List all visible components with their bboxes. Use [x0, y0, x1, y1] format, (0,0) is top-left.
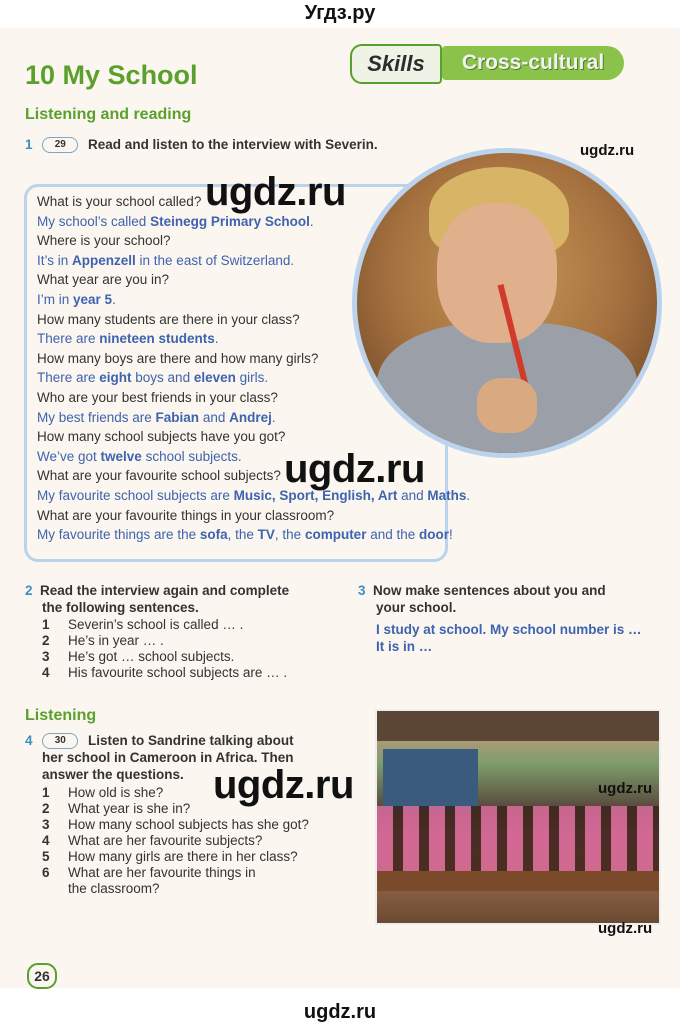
exercise-1-instruction — [25, 137, 378, 153]
list-number: 1 — [42, 617, 50, 632]
list-item — [42, 833, 309, 849]
answer-text: ! — [449, 527, 453, 543]
exercise-2-line2: the following sentences. — [42, 600, 199, 615]
interview-question — [37, 231, 457, 251]
answer-text: . — [214, 331, 219, 347]
exercise-3-line1: Now make sentences about you and — [373, 583, 606, 598]
answer-text: There are — [37, 370, 100, 386]
list-number: 2 — [42, 633, 50, 648]
answer-highlight: twelve — [100, 448, 142, 464]
site-header-watermark: Угдз.ру — [304, 2, 376, 24]
interview-answer — [37, 408, 457, 428]
list-item — [42, 865, 309, 881]
list-number: 6 — [42, 865, 50, 880]
answer-text: I’m in — [37, 291, 74, 307]
exercise-2-instruction — [25, 582, 289, 616]
answer-text: My favourite things are the — [37, 527, 200, 543]
interview-question — [37, 388, 457, 408]
answer-highlight: Fabian — [155, 409, 200, 425]
site-footer-watermark: ugdz.ru — [303, 1001, 377, 1023]
answer-text: My school’s called — [37, 213, 151, 229]
answer-text: It’s in — [37, 252, 73, 268]
answer-highlight: Andrej — [229, 409, 272, 425]
exercise-1-text: Read and listen to the interview with Severin. — [88, 137, 378, 152]
audio-track-icon: 30 — [42, 733, 78, 749]
answer-text: , the — [227, 527, 258, 543]
list-text: How many girls are there in her class? — [68, 849, 298, 864]
answer-text: We’ve got — [37, 448, 101, 464]
answer-text: and — [397, 487, 428, 503]
watermark-small: ugdz.ru — [598, 780, 653, 797]
list-text: What are her favourite things in — [68, 865, 256, 880]
answer-text: and — [199, 409, 230, 425]
exercise-2-list — [42, 617, 287, 681]
photo-blackboard — [383, 749, 478, 811]
interview-answer — [37, 525, 457, 545]
answer-text: boys and — [131, 370, 194, 386]
list-number: 3 — [42, 649, 50, 664]
answer-highlight: Maths — [427, 487, 467, 503]
interview-answer — [37, 290, 457, 310]
interview-question — [37, 270, 457, 290]
list-number: 5 — [42, 849, 50, 864]
answer-text: Who are your best friends in your class? — [37, 389, 278, 405]
exercise-number: 3 — [358, 583, 366, 598]
watermark: ugdz.ru — [284, 447, 425, 491]
answer-text: There are — [37, 331, 100, 347]
list-item — [42, 849, 309, 865]
list-item — [42, 617, 287, 633]
answer-highlight: eleven — [193, 370, 236, 386]
answer-highlight: sofa — [199, 527, 228, 543]
list-text: His favourite school subjects are … . — [68, 665, 288, 680]
list-text: Severin’s school is called … . — [68, 617, 244, 632]
interview-answer — [37, 368, 457, 388]
list-number: 3 — [42, 817, 50, 832]
exercise-3-line2: your school. — [376, 600, 457, 615]
interview-question — [37, 427, 457, 447]
list-number: 2 — [42, 801, 50, 816]
answer-highlight: TV — [257, 527, 275, 543]
section-tabs — [350, 44, 630, 82]
exercise-number: 1 — [25, 137, 33, 152]
watermark: ugdz.ru — [213, 763, 354, 807]
listening-heading: Listening — [25, 707, 97, 724]
list-item — [42, 649, 287, 665]
skills-tab: Skills — [350, 44, 442, 84]
answer-text: What is your school called? — [37, 194, 202, 209]
watermark-small: ugdz.ru — [598, 920, 653, 937]
list-text: the classroom? — [68, 881, 160, 896]
answer-text: , the — [274, 527, 305, 543]
list-item — [42, 817, 309, 833]
answer-text: My best friends are — [37, 409, 156, 425]
answer-text: . — [309, 213, 314, 229]
exercise-4-line3: answer the questions. — [42, 767, 184, 783]
example-line1: I study at school. My school number is … — [376, 622, 642, 637]
list-text: How many school subjects has she got? — [68, 817, 309, 832]
page-number: 26 — [27, 963, 57, 989]
answer-highlight: Steinegg Primary School — [150, 213, 310, 229]
interview-answer — [37, 329, 457, 349]
answer-text: Where is your school? — [37, 233, 171, 249]
answer-text: What are your favourite things in your classroom? — [37, 507, 335, 523]
watermark: ugdz.ru — [205, 170, 346, 214]
photo-cameroon-classroom — [375, 709, 661, 925]
list-number: 4 — [42, 833, 50, 848]
listening-reading-heading: Listening and reading — [25, 106, 192, 123]
photo-desks — [377, 871, 659, 891]
list-item — [42, 665, 287, 681]
answer-highlight: Music, Sport, English, Art — [233, 487, 398, 503]
exercise-number: 4 — [25, 733, 33, 748]
answer-highlight: year 5 — [73, 291, 113, 307]
answer-text: My favourite school subjects are — [37, 487, 234, 503]
photo-students — [377, 806, 659, 876]
exercise-2-line1: Read the interview again and complete — [40, 583, 290, 598]
list-text: What year is she in? — [68, 801, 191, 816]
answer-text: girls. — [235, 370, 269, 386]
list-item — [42, 881, 309, 897]
list-item — [42, 633, 287, 649]
watermark-small: ugdz.ru — [580, 142, 635, 159]
answer-text: How many students are there in your class? — [37, 311, 300, 327]
cross-cultural-tab: Cross-cultural — [442, 46, 624, 80]
list-text: What are her favourite subjects? — [68, 833, 263, 848]
answer-highlight: door — [419, 527, 449, 543]
example-line2: It is in … — [376, 639, 433, 654]
answer-text: What are your favourite school subjects? — [37, 468, 281, 484]
answer-highlight: computer — [304, 527, 367, 543]
list-text: He’s got … school subjects. — [68, 649, 235, 664]
answer-text: school subjects. — [141, 448, 242, 464]
exercise-number: 2 — [25, 583, 33, 598]
exercise-4-line1: Listen to Sandrine talking about — [88, 733, 294, 748]
list-text: He’s in year … . — [68, 633, 164, 648]
answer-text: . — [112, 291, 116, 307]
list-number: 1 — [42, 785, 50, 800]
answer-text: in the east of Switzerland. — [135, 252, 295, 268]
exercise-3-instruction — [358, 582, 606, 616]
list-number: 4 — [42, 665, 50, 680]
interview-answer — [37, 251, 457, 271]
answer-highlight: nineteen students — [99, 331, 215, 347]
answer-text: What year are you in? — [37, 272, 170, 288]
answer-text: How many boys are there and how many girls? — [37, 350, 319, 366]
answer-text: How many school subjects have you got? — [37, 429, 286, 445]
photo-hand — [477, 378, 537, 433]
list-text: How old is she? — [68, 785, 164, 800]
answer-text: and the — [366, 527, 419, 543]
exercise-4-line2: her school in Cameroon in Africa. Then — [42, 750, 294, 766]
answer-highlight: Appenzell — [72, 252, 136, 268]
unit-title: 10 My School — [25, 60, 198, 90]
interview-question — [37, 506, 457, 526]
interview-question — [37, 349, 457, 369]
interview-question — [37, 310, 457, 330]
answer-highlight: eight — [99, 370, 132, 386]
exercise-3-example — [376, 621, 642, 655]
answer-text: . — [271, 409, 276, 425]
audio-track-icon: 29 — [42, 137, 78, 153]
photo-roof — [377, 711, 659, 741]
answer-text: . — [466, 487, 471, 503]
